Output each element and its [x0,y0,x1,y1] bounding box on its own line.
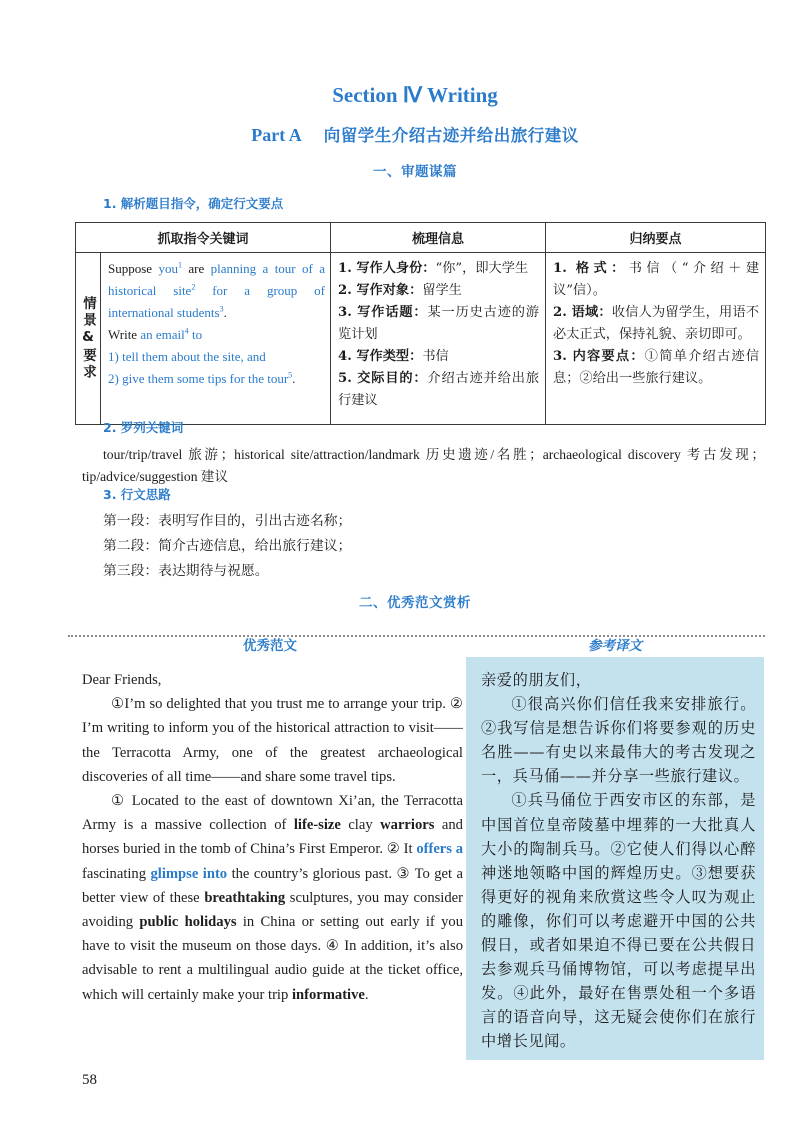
info-text: 某一历史古迹的游览计划 [338,305,540,342]
essay-text: sculptures, you may consider avoiding [82,889,463,931]
translation-greeting: 亲爱的朋友们， [481,671,592,689]
part1-heading: 一、审题谋篇 [373,164,457,180]
point-text: 书信（“介绍＋建议”信）。 [553,261,760,298]
essay-text: fascinating [82,865,151,882]
point-label: 3. 内容要点： [553,349,645,364]
info-item [338,258,539,280]
info-label: 1. 写作人身份： [338,261,436,276]
prompt-item-1: 1) tell them about the site, and [108,349,266,364]
prompt-keyword: for a group of international students [108,283,326,320]
prompt-sentence-1 [108,258,325,324]
prompt-text: Suppose [108,261,159,276]
essay-highlight: warriors [380,817,435,834]
step1-heading: 1. 解析题目指令，确定行文要点 [103,196,284,211]
analysis-table [75,222,766,425]
keyword-marker: 2 [191,282,196,292]
prompt-keyword: planning a tour of a historical site [108,261,326,298]
point-item [553,258,759,302]
info-item [338,368,539,412]
point-text: ①简单介绍古迹信息；②给出一些旅行建议。 [553,349,760,386]
prompt-text: Write [108,327,141,342]
essay-highlight: breathtaking [204,889,286,906]
info-item [338,346,539,368]
part-topic: 向留学生介绍古迹并给出旅行建议 [323,126,579,145]
step3-heading: 3. 行文思路 [103,487,171,502]
prompt-keyword: to [188,327,203,342]
point-text: 收信人为留学生，用语不必太正式，保持礼貌、亲切即可。 [553,305,760,342]
info-cell [331,253,546,425]
prompt-sentence-2 [108,324,325,346]
info-text: “你”，即大学生 [435,261,529,276]
translation-paragraph-2: ①兵马俑位于西安市区的东部，是中国首位皇帝陵墓中埋葬的一大批真人大小的陶制兵马。②它使人们得以心醉神迷地领略中国的辉煌历史。③想要获得更好的视角来欣赏这些令人叹为观止的雕像，你们可以考虑避开中国的公共假日，或者如果迫不得已要在公共假日去参观兵马俑博物馆，可以考虑提早出发。④此外，最好在售票处租一个多语言的语音向导，这无疑会使你们在旅行中增长见闻。 [481,791,756,1051]
writing-outline [103,509,603,584]
essay-highlight: informative [291,986,365,1003]
info-label: 3. 写作话题： [338,305,428,320]
point-item [553,302,759,346]
keyword-marker: 4 [184,326,189,336]
translation-paragraph-1: ①很高兴你们信任我来安排旅行。②我写信是想告诉你们将要参观的历史名胜——有史以来最伟大的考古发现之一，兵马俑——并分享一些旅行建议。 [481,695,756,786]
info-text: 留学生 [422,283,462,298]
prompt-keyword: an email [140,327,185,342]
outline-item: 第二段：简介古迹信息，给出旅行建议； [103,538,352,554]
points-cell [546,253,766,425]
table-header-info: 梳理信息 [331,223,546,253]
info-label: 2. 写作对象： [338,283,423,298]
essay-text: clay [340,817,381,834]
outline-item: 第一段：表明写作目的，引出古迹名称； [103,513,352,529]
essay-text: and horses buried in the tomb of China’s First Emperor. ② It [82,817,463,858]
translation-label: 参考译文 [588,638,642,654]
step2-heading: 2. 罗列关键词 [103,420,184,435]
info-label: 4. 写作类型： [338,349,423,364]
point-label: 2. 语域： [553,305,612,320]
prompt-text: . [223,305,227,320]
info-item [338,280,539,302]
prompt-keyword: 2) give them some tips for the tour [108,371,289,386]
essay-phrase: offers a [416,841,463,858]
prompt-item-2 [108,368,325,390]
table-header-keywords: 抓取指令关键词 [76,223,331,253]
prompt-text: are [181,261,211,276]
prompt-keyword: you [158,261,178,276]
section-title: Section Ⅳ Writing [332,83,498,107]
table-header-points: 归纳要点 [546,223,766,253]
translation-box [466,657,764,1060]
sample-label: 优秀范文 [243,638,297,654]
essay-text: the country’s glorious past. ③ To get a better view of these [82,865,463,906]
part-title [30,122,800,150]
essay-greeting: Dear Friends, [82,672,162,688]
info-label: 5. 交际目的： [338,371,428,386]
outline-item: 第三段：表达期待与祝愿。 [103,563,269,579]
essay-highlight: public holidays [139,914,237,931]
point-item [553,346,759,390]
keyword-marker: 3 [219,304,224,314]
info-text: 书信 [422,349,449,364]
info-item [338,302,539,346]
essay-highlight: life-size [293,817,341,834]
sample-essay [82,668,463,1007]
prompt-cell [101,253,331,425]
point-label: 1. 格式： [553,261,629,276]
essay-text: in China or setting out early if you have to visit the museum on those days. ④ In addition, it’s also advisable to rent a multilingual audio guide at the ticket office, which will certainly make your trip [82,914,463,1003]
essay-paragraph-2 [82,789,463,1007]
essay-text: . [364,986,369,1003]
prompt-text: . [292,371,296,386]
part2-heading: 二、优秀范文赏析 [359,595,471,611]
keywords-list: tour/trip/travel 旅游；historical site/attraction/landmark 历史遗迹/名胜；archaeological discovery 考古发现；tip/advice/suggestion 建议 [82,447,765,484]
row-label: 情景&要求 [76,253,101,425]
page-number: 58 [82,1072,97,1088]
info-text: 介绍古迹并给出旅行建议 [338,371,540,408]
essay-paragraph-1: ①I’m so delighted that you trust me to arrange your trip. ② I’m writing to inform you of the historical attraction to visit——the Terracotta Army, one of the greatest archaeological discoveries of all time——and share some travel tips. [82,696,463,785]
essay-text: ① Located to the east of downtown Xi’an, the Terracotta Army is a massive collection of [82,793,463,834]
keyword-marker: 5 [288,370,293,380]
essay-phrase: glimpse into [150,865,228,882]
part-label: Part A [251,125,302,145]
keyword-marker: 1 [177,260,182,270]
